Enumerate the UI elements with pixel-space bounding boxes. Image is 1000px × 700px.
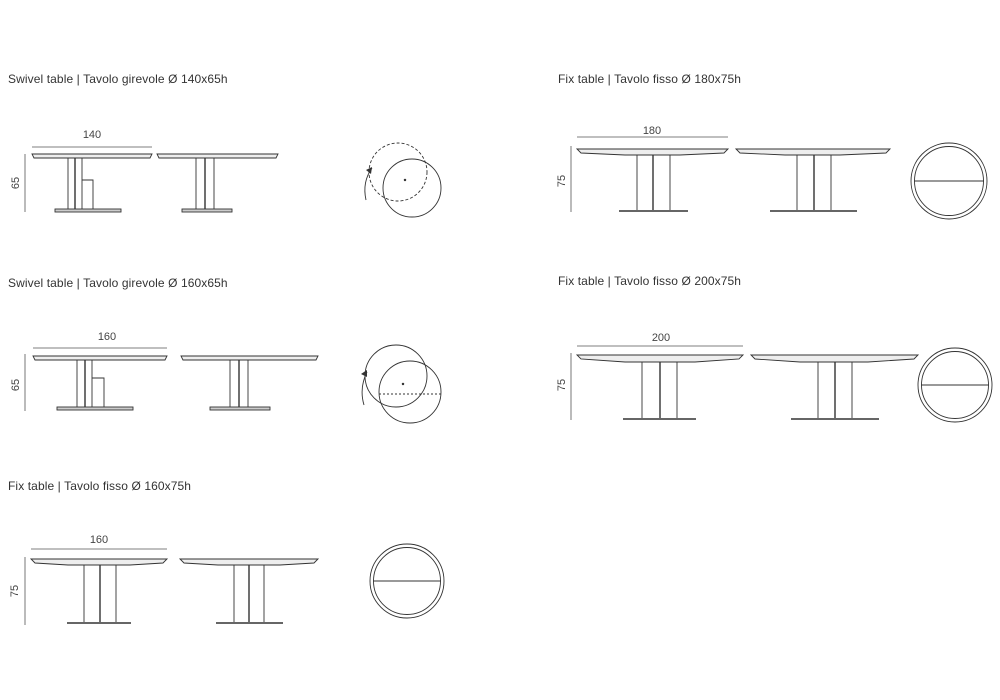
drawing-fix-180 [550,110,990,270]
side-view-side [181,356,318,410]
width-label: 160 [89,534,109,546]
panel-title-fix-180: Fix table | Tavolo fisso Ø 180x75h [558,72,742,86]
side-view-front [31,559,167,623]
side-view-front [577,149,728,211]
drawing-fix-160 [0,510,470,670]
width-label: 140 [82,129,102,141]
top-view-swivel [365,143,441,217]
side-view-front [577,355,743,419]
drawing-fix-200 [550,310,990,470]
side-view-side [736,149,890,211]
panel-title-swivel-160: Swivel table | Tavolo girevole Ø 160x65h [8,276,228,290]
top-view-fixed [370,544,444,618]
top-view-swivel [361,345,441,423]
side-view-side [157,154,278,212]
height-label: 75 [556,378,568,392]
top-view-fixed [918,348,992,422]
panel-title-swivel-140: Swivel table | Tavolo girevole Ø 140x65h [8,72,228,86]
height-label: 65 [10,378,22,392]
side-view-side [751,355,918,419]
width-label: 200 [651,332,671,344]
drawing-swivel-140 [0,110,470,270]
height-label: 75 [9,584,21,598]
drawing-swivel-160 [0,310,470,470]
width-label: 160 [97,331,117,343]
side-view-side [180,559,318,623]
panel-title-fix-200: Fix table | Tavolo fisso Ø 200x75h [558,274,742,288]
side-view-front [33,356,167,410]
side-view-front [32,154,152,212]
panel-title-fix-160: Fix table | Tavolo fisso Ø 160x75h [8,479,192,493]
top-view-fixed [911,143,987,219]
width-label: 180 [642,125,662,137]
height-label: 65 [10,176,22,190]
height-label: 75 [556,174,568,188]
